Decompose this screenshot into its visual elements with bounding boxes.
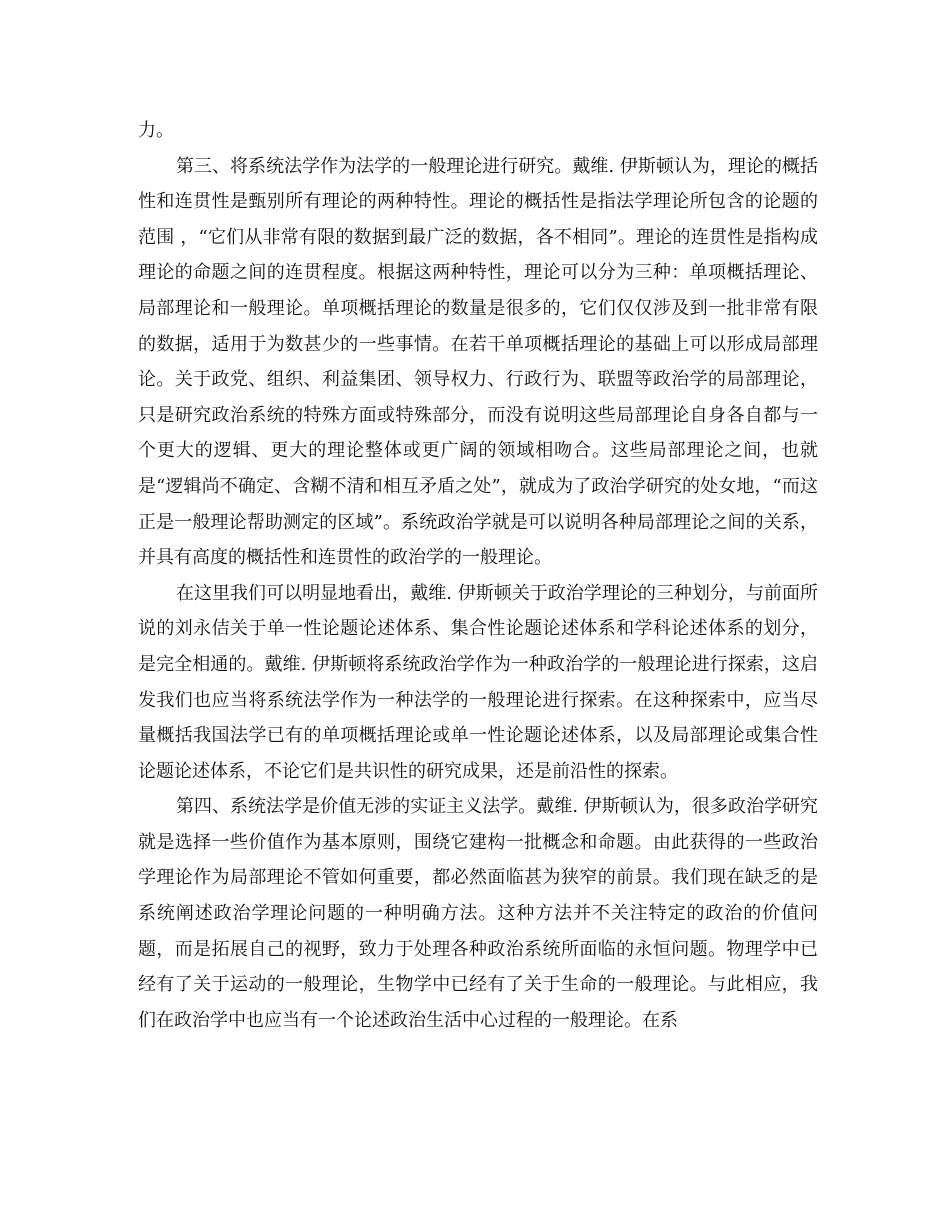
paragraph-continuation: 力。 bbox=[138, 120, 174, 141]
paragraph-third-point: 第三、将系统法学作为法学的一般理论进行研究。戴维. 伊斯顿认为，理论的概括性和连贯性是甄别所有理论的两种特性。理论的概括性是指法学理论所包含的论题的范围 ，“它们从非常有限的数据到最广泛的数据，各不相同”。理论的连贯性是指构成理论的命题之间的连贯程度。根据这两种特性，理论可以分为三种：单项概括理论、局部理论和一般理论。单项概括理论的数量是很多的，它们仅仅涉及到一批非常有限的数据，适用于为数甚少的一些事情。在若干单项概括理论的基础上可以形成局部理论。关于政党、组织、利益集团、领导权力、行政行为、联盟等政治学的局部理论，只是研究政治系统的特殊方面或特殊部分，而没有说明这些局部理论自身各自都与一个更大的逻辑、更大的理论整体或更广阔的领域相吻合。这些局部理论之间，也就是“逻辑尚不确定、含糊不清和相互矛盾之处”，就成为了政治学研究的处女地，“而这正是一般理论帮助测定的区域”。系统政治学就是可以说明各种局部理论之间的关系，并具有高度的概括性和连贯性的政治学的一般理论。 bbox=[138, 155, 818, 569]
paragraph-comparison: 在这里我们可以明显地看出，戴维. 伊斯顿关于政治学理论的三种划分，与前面所说的刘永佶关于单一性论题论述体系、集合性论题论述体系和学科论述体系的划分，是完全相通的。戴维. 伊斯顿将系统政治学作为一种政治学的一般理论进行探索，这启发我们也应当将系统法学作为一种法学的一般理论进行探索。在这种探索中，应当尽量概括我国法学已有的单项概括理论或单一性论题论述体系，以及局部理论或集合性论题论述体系，不论它们是共识性的研究成果，还是前沿性的探索。 bbox=[138, 582, 818, 782]
body-text bbox=[138, 113, 818, 1038]
paragraph-fourth-point: 第四、系统法学是价值无涉的实证主义法学。戴维. 伊斯顿认为，很多政治学研究就是选择一些价值作为基本原则，围绕它建构一批概念和命题。由此获得的一些政治学理论作为局部理论不管如何重要，都必然面临甚为狭窄的前景。我们现在缺乏的是系统阐述政治学理论问题的一种明确方法。这种方法并不关注特定的政治的价值问题，而是拓展自己的视野，致力于处理各种政治系统所面临的永恒问题。物理学中已经有了关于运动的一般理论，生物学中已经有了关于生命的一般理论。与此相应，我们在政治学中也应当有一个论述政治生活中心过程的一般理论。在系 bbox=[138, 796, 818, 1031]
